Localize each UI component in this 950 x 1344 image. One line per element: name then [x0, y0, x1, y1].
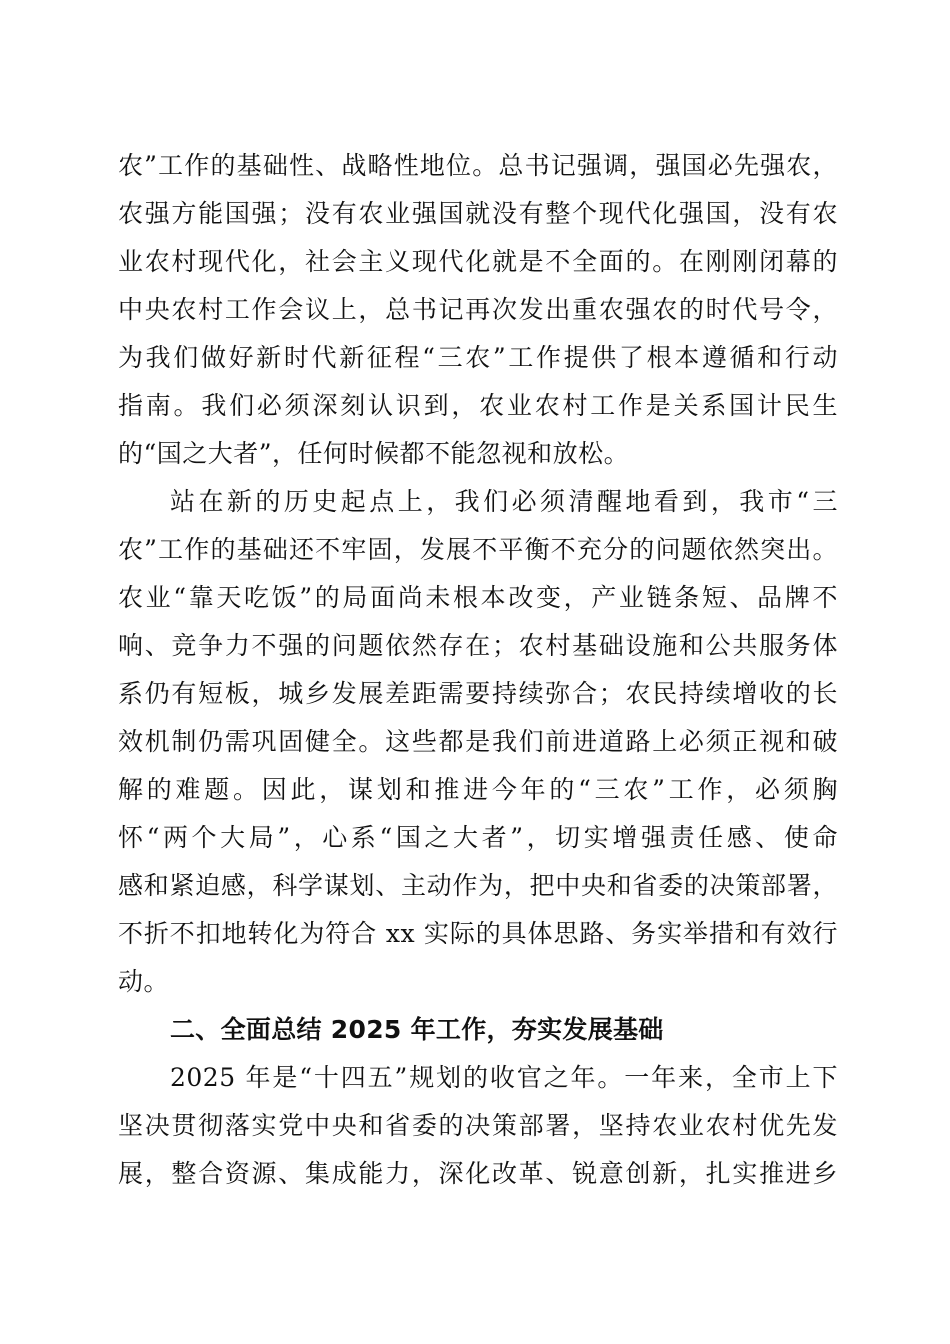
paragraph-line: 2025 年是“十四五”规划的收官之年。一年来，全市上下	[170, 1063, 838, 1092]
paragraph-line: 坚决贯彻落实党中央和省委的决策部署，坚持农业农村优先发	[118, 1111, 838, 1140]
paragraph-line: 效机制仍需巩固健全。这些都是我们前进道路上必须正视和破	[118, 727, 838, 756]
paragraph-line: 站在新的历史起点上，我们必须清醒地看到，我市“三	[170, 487, 838, 516]
paragraph-line: 业农村现代化，社会主义现代化就是不全面的。在刚刚闭幕的	[118, 247, 838, 276]
paragraph-line: 怀“两个大局”，心系“国之大者”，切实增强责任感、使命	[118, 823, 838, 852]
paragraph-line: 不折不扣地转化为符合 xx 实际的具体思路、务实举措和有效行	[118, 919, 838, 948]
paragraph-line: 的“国之大者”，任何时候都不能忽视和放松。	[118, 439, 630, 468]
paragraph-line: 为我们做好新时代新征程“三农”工作提供了根本遵循和行动	[118, 343, 838, 372]
paragraph-line: 农强方能国强；没有农业强国就没有整个现代化强国，没有农	[118, 199, 838, 228]
paragraph-line: 响、竞争力不强的问题依然存在；农村基础设施和公共服务体	[118, 631, 838, 660]
paragraph-line: 展，整合资源、集成能力，深化改革、锐意创新，扎实推进乡	[118, 1159, 838, 1188]
paragraph-line: 系仍有短板，城乡发展差距需要持续弥合；农民持续增收的长	[118, 679, 838, 708]
paragraph-line: 农”工作的基础还不牢固，发展不平衡不充分的问题依然突出。	[118, 535, 838, 564]
paragraph-line: 解的难题。因此，谋划和推进今年的“三农”工作，必须胸	[118, 775, 838, 804]
paragraph-line: 指南。我们必须深刻认识到，农业农村工作是关系国计民生	[118, 391, 838, 420]
paragraph-line: 中央农村工作会议上，总书记再次发出重农强农的时代号令，	[118, 295, 838, 324]
paragraph-line: 动。	[118, 967, 170, 996]
paragraph-line: 感和紧迫感，科学谋划、主动作为，把中央和省委的决策部署，	[118, 871, 838, 900]
paragraph-line: 农业“靠天吃饭”的局面尚未根本改变，产业链条短、品牌不	[118, 583, 838, 612]
paragraph-line: 农”工作的基础性、战略性地位。总书记强调，强国必先强农，	[118, 151, 838, 180]
section-heading: 二、全面总结 2025 年工作，夯实发展基础	[170, 1015, 664, 1044]
